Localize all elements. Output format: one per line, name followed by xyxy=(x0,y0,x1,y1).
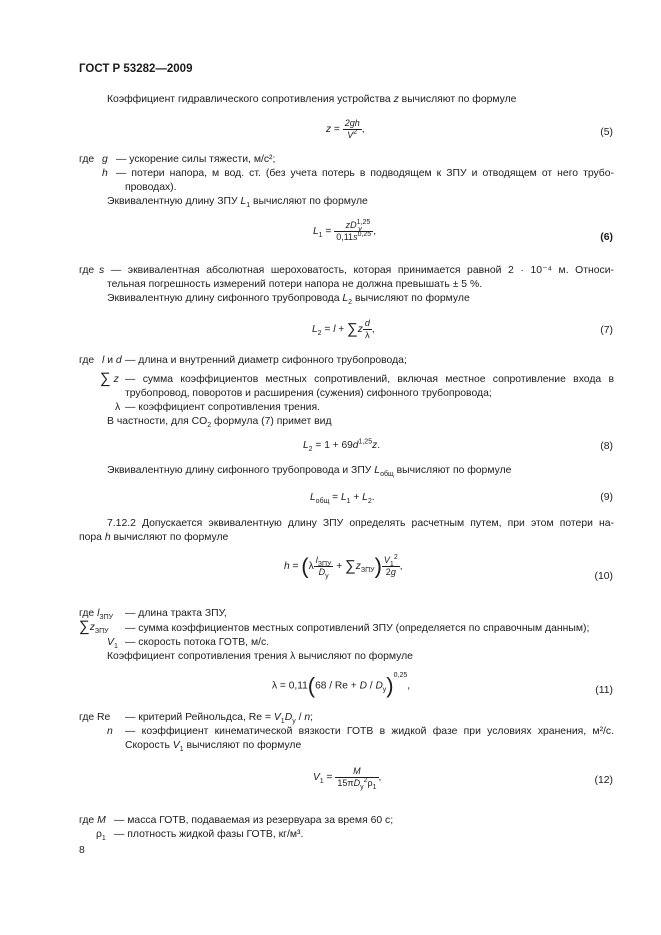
formula-5: z = $\frac{2gh}{V^2}$ , xyxy=(326,118,365,140)
m-definition: — масса ГОТВ, подаваемая из резервуара за время 60 с; xyxy=(114,815,394,826)
paragraph-l2-intro: Эквивалентную длину сифонного трубопровода $L_2$ вычисляют по формуле xyxy=(107,293,470,307)
formula-10: h = (λ $\frac{l_{ЗПУ}}{D_y}$ + $\sum z_{ЗПУ}$) $\frac{V_1^2}{2g}$ , xyxy=(284,553,403,580)
formula-8: $L_2 = 1 + 69d^{1,25}z$. xyxy=(303,438,381,454)
formula-9: $L_{общ} = L_1 + L_2$. xyxy=(310,492,375,506)
formula-8-number: (8) xyxy=(600,441,613,452)
lambda-definition: — коэффициент сопротивления трения. xyxy=(125,402,321,413)
formula-11-number: (11) xyxy=(595,685,613,696)
var-l-d: l и d xyxy=(102,355,122,366)
re-definition: — критерий Рейнольдса, $Re = V_1D_y / n$; xyxy=(125,712,314,726)
sum-z-definition-2: трубопровод, поворотов и расширения (сужения) сифонного трубопровода; xyxy=(125,388,492,399)
formula-12: $V_1$ = $\frac{M}{15\pi D_y^2\rho_1}$ , xyxy=(313,766,382,791)
ld-definition: — длина и внутренний диаметр сифонного трубопровода; xyxy=(125,355,407,366)
var-lambda: λ xyxy=(115,402,121,413)
var-n: n xyxy=(107,726,113,737)
rho-definition: — плотность жидкой фазы ГОТВ, кг/м³. xyxy=(114,829,304,840)
n-definition-1: — коэффициент кинематической вязкости ГОТВ в жидкой фазе при условиях хранения, м²/с. xyxy=(125,726,614,737)
var-h: h xyxy=(102,168,108,179)
s-definition-1: s — эквивалентная абсолютная шероховатость, которая принимается равной 2 · 10⁻⁴ м. Относи- xyxy=(99,265,615,276)
where-label: где xyxy=(79,154,95,165)
paragraph-text: Коэффициент гидравлического сопротивления устройства z вычисляют по формуле xyxy=(107,94,517,105)
formula-6: $L_1$ = $\frac{zD^{1,25}_y}{0,11s^{0,25}}$ , xyxy=(313,219,377,242)
formula-11: $\lambda = 0,11(68 / Re + D / D_y)^{0,25}$, xyxy=(272,672,411,698)
page-number: 8 xyxy=(79,845,85,856)
var-v1: $V_1$ xyxy=(107,637,118,651)
g-definition: — ускорение силы тяжести, м/с²; xyxy=(116,154,276,165)
where-label-5: где Re xyxy=(79,712,111,723)
formula-10-number: (10) xyxy=(594,571,613,582)
formula-5-number: (5) xyxy=(600,127,613,138)
formula-12-number: (12) xyxy=(594,775,613,786)
where-label-3: где xyxy=(79,355,95,366)
page-header: ГОСТ Р 53282—2009 xyxy=(79,63,193,75)
var-sum-zzpu: $\sum z_{ЗПУ}$ xyxy=(79,618,109,635)
lzpu-definition: — длина тракта ЗПУ, xyxy=(125,608,227,619)
n-definition-2: Скорость $V_1$ вычисляют по формуле xyxy=(125,740,302,754)
formula-7: $L_2 = l + \sum z$ $\frac{d}{\lambda}$ , xyxy=(312,318,375,340)
var-g: g xyxy=(102,154,108,165)
where-label-6: где M xyxy=(79,815,106,826)
v1-definition: — скорость потока ГОТВ, м/с. xyxy=(125,637,270,648)
paragraph-7-12-2-line1: 7.12.2 Допускается эквивалентную длину ЗПУ определять расчетным путем, при этом потери на- xyxy=(107,518,614,529)
h-definition-2: проводах). xyxy=(125,182,177,193)
s-definition-2: тельная погрешность измерений потери напора не должна превышать ± 5 %. xyxy=(107,279,483,290)
paragraph-ltotal-intro: Эквивалентную длину сифонного трубопровода и ЗПУ $L_{общ}$ вычисляют по формуле xyxy=(107,465,512,479)
sum-zzpu-definition: — сумма коэффициентов местных сопротивлений ЗПУ (определяется по справочным данным); xyxy=(125,623,590,634)
paragraph-co2: В частности, для $CO_2$ формула (7) примет вид xyxy=(107,416,332,430)
paragraph-7-12-2-line2: пора h вычисляют по формуле xyxy=(79,532,229,543)
h-definition-1: — потери напора, м вод. ст. (без учета потерь в подводящем к ЗПУ и отводящем от него трубо- xyxy=(116,168,614,179)
paragraph-l1-intro: Эквивалентную длину ЗПУ $L_1$ вычисляют по формуле xyxy=(107,196,368,210)
where-label-2: где xyxy=(79,265,95,276)
formula-6-number: (6) xyxy=(600,232,613,243)
where-label-4: где $l_{ЗПУ}$ xyxy=(79,608,114,622)
paragraph-z-intro xyxy=(107,93,516,107)
formula-7-number: (7) xyxy=(600,325,613,336)
var-sum-z: ∑ z xyxy=(100,370,119,387)
sum-z-definition-1: — сумма коэффициентов местных сопротивлений, включая местное сопротивление входа в xyxy=(125,374,614,385)
paragraph-lambda-intro: Коэффициент сопротивления трения λ вычисляют по формуле xyxy=(107,651,413,662)
var-rho: $\rho_1$ xyxy=(96,829,106,843)
formula-9-number: (9) xyxy=(600,492,613,503)
